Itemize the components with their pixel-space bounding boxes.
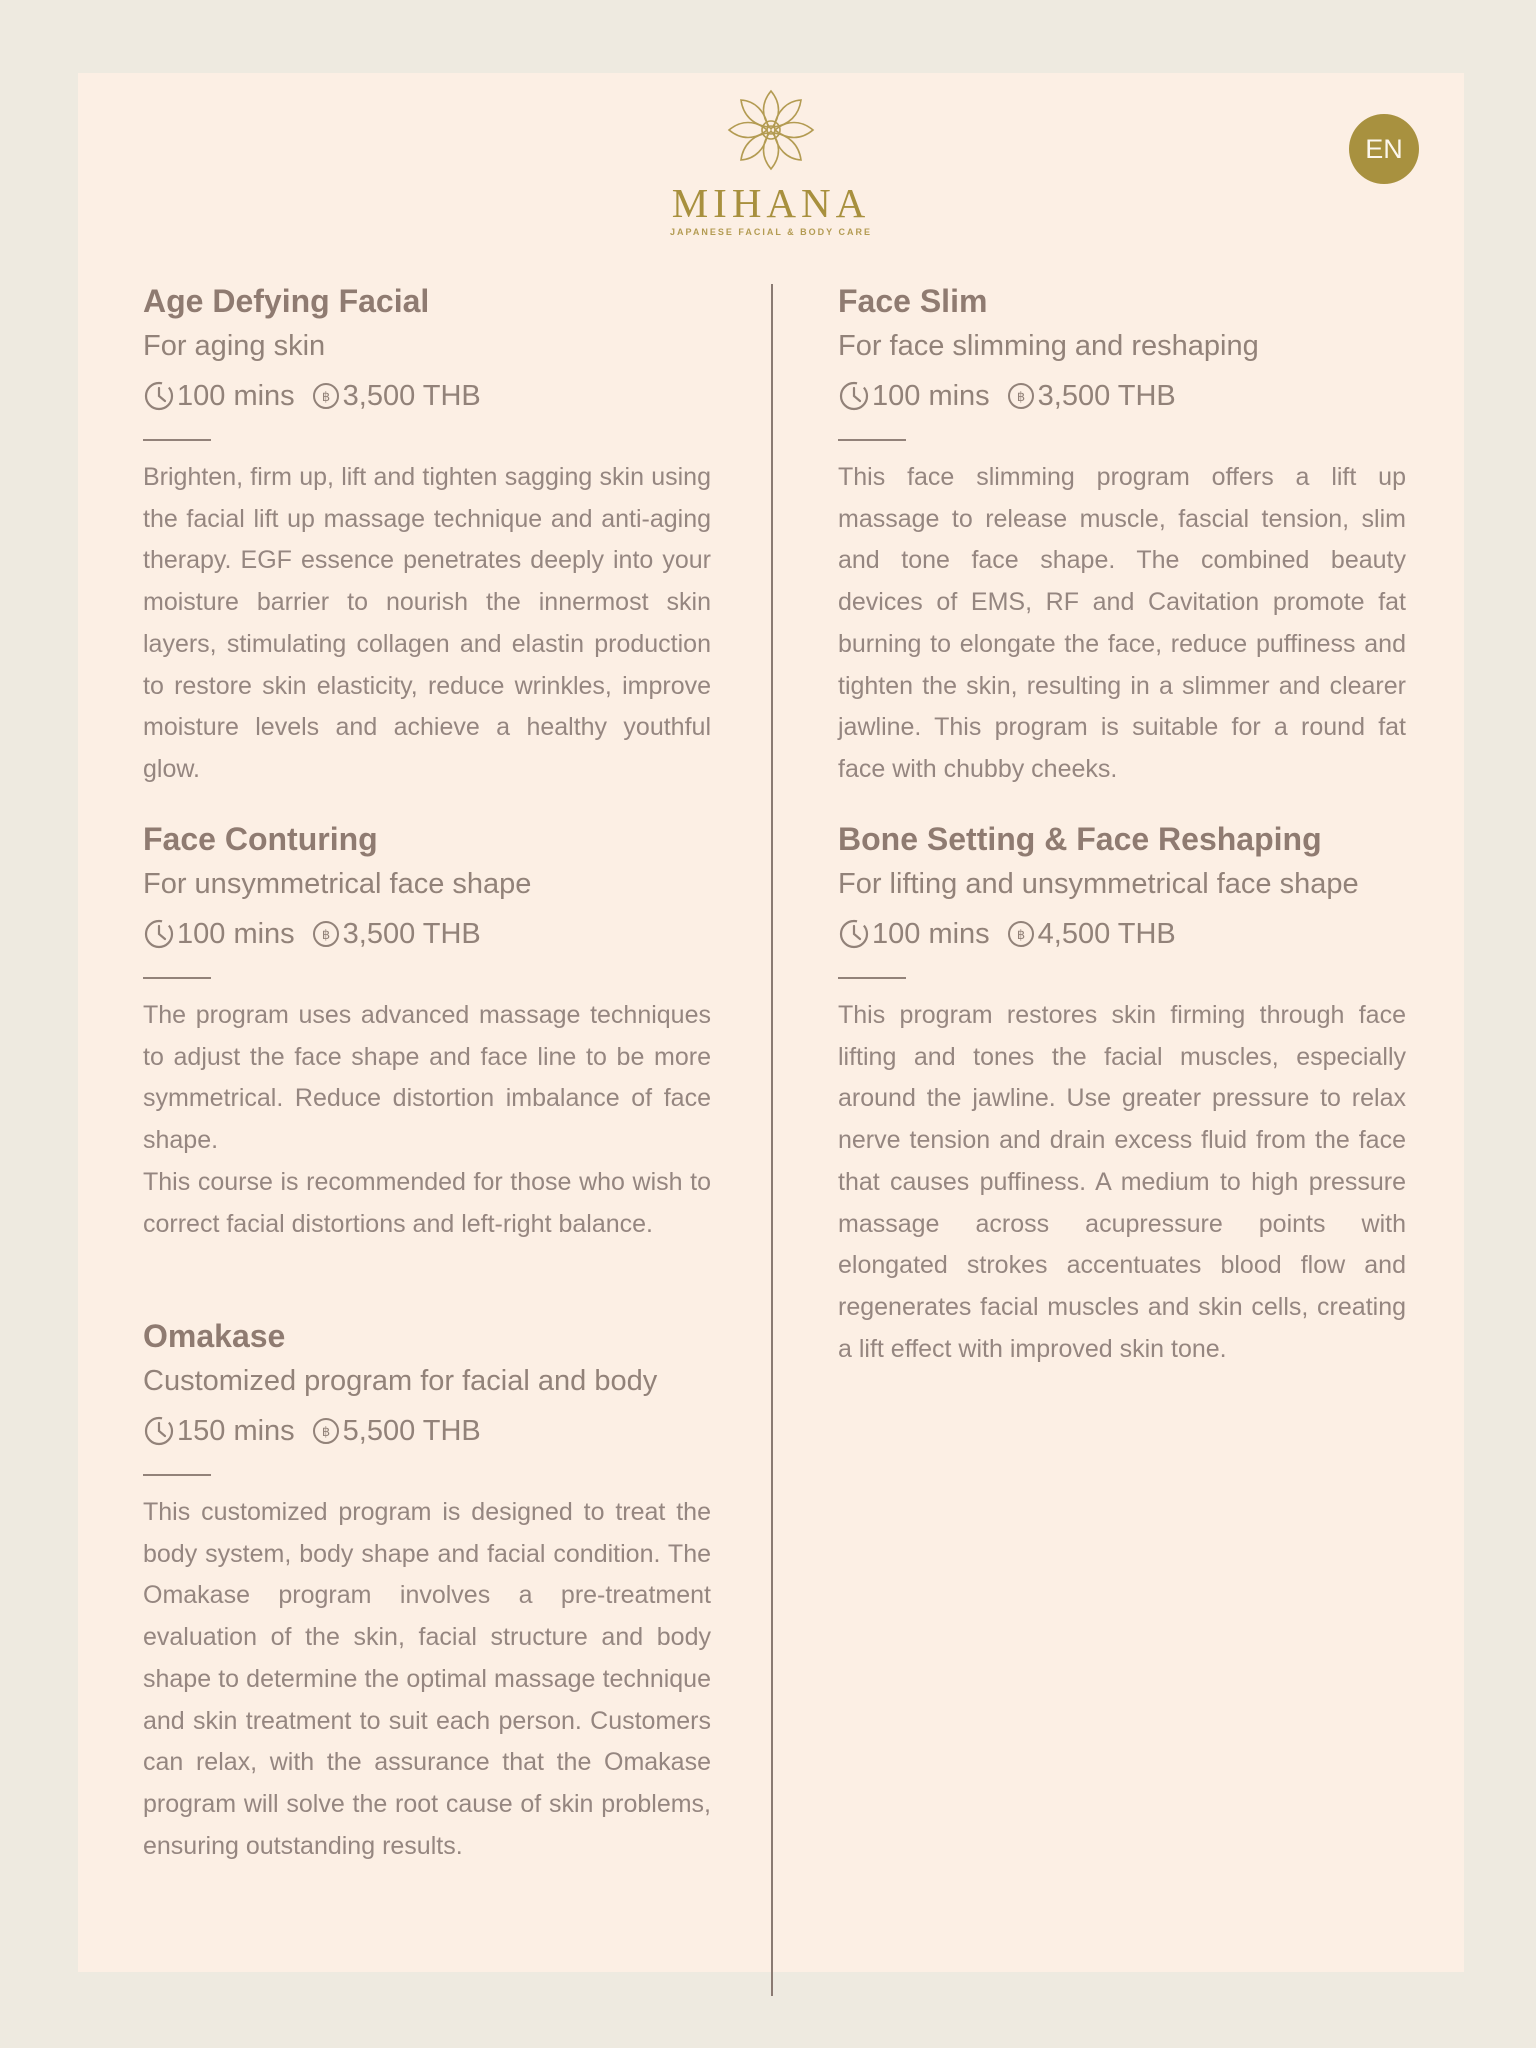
- clock-icon: [838, 380, 870, 412]
- baht-icon: [311, 381, 341, 411]
- service-duration: 150 mins: [177, 1414, 295, 1447]
- menu-page: [78, 73, 1464, 1972]
- service-subtitle: For face slimming and reshaping: [838, 330, 1259, 362]
- svg-text:฿: ฿: [1016, 390, 1025, 405]
- service-meta: [143, 377, 711, 415]
- service-face-slim: [838, 281, 1406, 791]
- service-title: Face Conturing: [143, 821, 378, 857]
- service-age-defying-facial: [143, 281, 711, 791]
- clock-icon: [838, 918, 870, 950]
- section-rule: [838, 977, 906, 979]
- section-rule: [838, 439, 906, 441]
- service-meta: [838, 377, 1406, 415]
- service-price: 3,500 THB: [342, 379, 481, 412]
- svg-text:฿: ฿: [321, 928, 330, 943]
- service-meta: [838, 915, 1406, 953]
- service-title: Omakase: [143, 1318, 286, 1354]
- baht-icon: [311, 1416, 341, 1446]
- service-duration: 100 mins: [872, 379, 990, 412]
- service-duration: 100 mins: [177, 917, 295, 950]
- clock-icon: [143, 380, 175, 412]
- service-price: 3,500 THB: [1037, 379, 1176, 412]
- service-meta: [143, 1412, 711, 1450]
- brand-name: MIHANA: [671, 180, 871, 226]
- language-button[interactable]: EN: [1349, 114, 1419, 184]
- service-description: [838, 995, 1406, 1370]
- service-duration: 100 mins: [872, 917, 990, 950]
- service-description: [143, 457, 711, 791]
- service-title: Age Defying Facial: [143, 283, 430, 319]
- svg-text:฿: ฿: [1016, 928, 1025, 943]
- section-rule: [143, 977, 211, 979]
- brand-tagline: JAPANESE FACIAL & BODY CARE: [669, 227, 873, 237]
- service-title: Bone Setting & Face Reshaping: [838, 821, 1322, 857]
- service-duration: 100 mins: [177, 379, 295, 412]
- description-paragraph: This customized program is designed to treat the body system, body shape and facial condition. The Omakase program involves a pre-treatment evaluation of the skin, facial structure and body shape to determine the optimal massage technique and skin treatment to suit each person. Customers can relax, with the assurance that the Omakase program will solve the root cause of skin problems, ensuring outstanding results.: [143, 1498, 711, 1860]
- service-description: [143, 995, 711, 1245]
- service-bone-setting: [838, 819, 1406, 1370]
- section-rule: [143, 1474, 211, 1476]
- lotus-icon: [725, 85, 817, 175]
- description-paragraph: The program uses advanced massage techniques to adjust the face shape and face line to be more symmetrical. Reduce distortion imbalance of face shape.: [143, 1001, 711, 1155]
- baht-icon: [311, 919, 341, 949]
- section-rule: [143, 439, 211, 441]
- service-subtitle: Customized program for facial and body: [143, 1365, 658, 1397]
- brand-logo: [651, 85, 891, 237]
- svg-text:฿: ฿: [321, 1425, 330, 1440]
- baht-icon: [1006, 919, 1036, 949]
- service-description: [838, 457, 1406, 791]
- service-subtitle: For lifting and unsymmetrical face shape: [838, 868, 1359, 900]
- description-paragraph: Brighten, firm up, lift and tighten sagging skin using the facial lift up massage technique and anti-aging therapy. EGF essence penetrates deeply into your moisture barrier to nourish the innermost skin layers, stimulating collagen and elastin production to restore skin elasticity, reduce wrinkles, improve moisture levels and achieve a healthy youthful glow.: [143, 463, 711, 783]
- service-face-conturing: [143, 819, 711, 1245]
- service-price: 4,500 THB: [1037, 917, 1176, 950]
- description-paragraph: This face slimming program offers a lift up massage to release muscle, fascial tension, slim and tone face shape. The combined beauty devices of EMS, RF and Cavitation promote fat burning to elongate the face, reduce puffiness and tighten the skin, resulting in a slimmer and clearer jawline. This program is suitable for a round fat face with chubby cheeks.: [838, 463, 1406, 783]
- svg-text:฿: ฿: [321, 390, 330, 405]
- service-price: 3,500 THB: [342, 917, 481, 950]
- clock-icon: [143, 918, 175, 950]
- service-subtitle: For aging skin: [143, 330, 326, 362]
- description-paragraph: This program restores skin firming through face lifting and tones the facial muscles, especially around the jawline. Use greater pressure to relax nerve tension and drain excess fluid from the face that causes puffiness. A medium to high pressure massage across acupressure points with elongated strokes accentuates blood flow and regenerates facial muscles and skin cells, creating a lift effect with improved skin tone.: [838, 1001, 1406, 1363]
- service-subtitle: For unsymmetrical face shape: [143, 868, 532, 900]
- service-title: Face Slim: [838, 283, 988, 319]
- service-meta: [143, 915, 711, 953]
- service-price: 5,500 THB: [342, 1414, 481, 1447]
- service-omakase: [143, 1316, 711, 1867]
- clock-icon: [143, 1415, 175, 1447]
- column-divider: [771, 284, 773, 1996]
- service-description: [143, 1492, 711, 1867]
- description-paragraph: This course is recommended for those who wish to correct facial distortions and left-right balance.: [143, 1167, 711, 1238]
- baht-icon: [1006, 381, 1036, 411]
